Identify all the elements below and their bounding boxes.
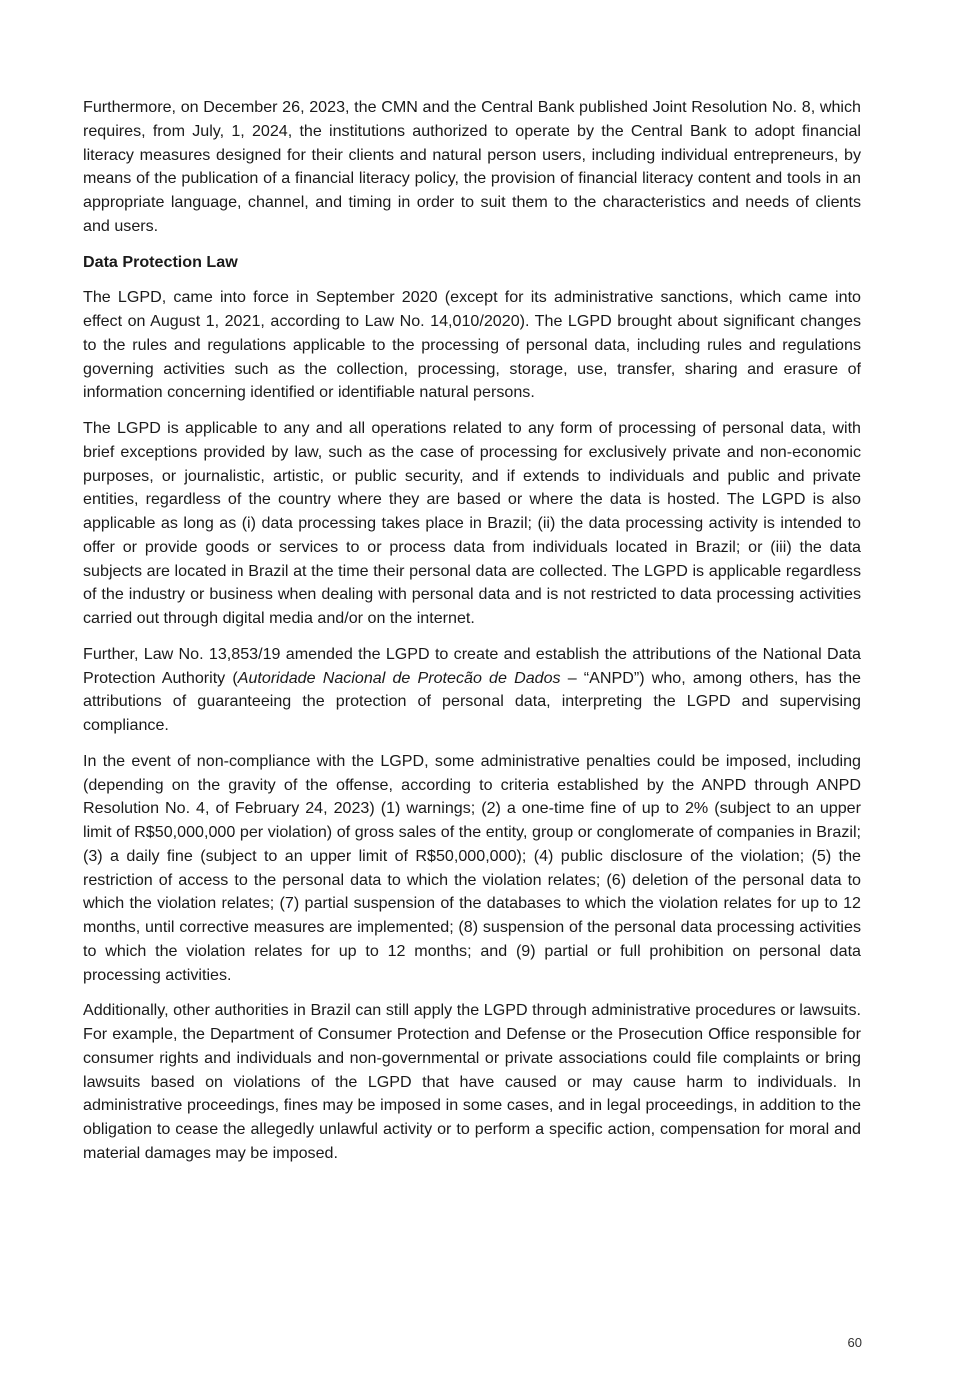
paragraph-anpd-text-start: Further, Law No. 13,853/19 amended the LGPD to create and establish the attributions of the National Data Protection Authority ( [83,644,861,687]
paragraph-lgpd-effective: The LGPD, came into force in September 2020 (except for its administrative sanctions, which came into effect on August 1, 2021, according to Law No. 14,010/2020). The LGPD brought about significant changes to the rules and regulations applicable to the processing of personal data, including rules and regulations governing activities such as the collection, processing, storage, use, transfer, sharing and erasure of information concerning identified or identifiable natural persons. [83,288,861,402]
paragraph-anpd-italic-name: Autoridade Nacional de Protecão de Dados [237,668,561,687]
paragraph-penalties: In the event of non-compliance with the LGPD, some administrative penalties could be imposed, including (depending on the gravity of the offense, according to criteria established by the ANPD through ANPD Resolution No. 4, of February 24, 2023) (1) warnings; (2) a one-time fine of up to 2% (subject to an upper limit of R$50,000,000 per violation) of gross sales of the entity, group or conglomerate of companies in Brazil; (3) a daily fine (subject to an upper limit of R$50,000,000); (4) public disclosure of the violation; (5) the restriction of access to the personal data to which the violation relates; (6) deletion of the personal data to which the violation relates; (7) partial suspension of the databases to which the violation relates for up to 12 months, until corrective measures are implemented; (8) suspension of the personal data processing activities to which the violation relates for up to 12 months; and (9) partial or full prohibition on personal data processing activities. [83,751,861,984]
paragraph-joint-resolution: Furthermore, on December 26, 2023, the CMN and the Central Bank published Joint Resolution No. 8, which requires, from July, 1, 2024, the institutions authorized to operate by the Central Bank to adopt financial literacy measures designed for their clients and natural person users, including individual entrepreneurs, by means of the publication of a financial literacy policy, the provision of financial literacy content and tools in an appropriate language, channel, and timing in order to suit them to the characteristics and needs of clients and users. [83,98,861,235]
page-number: 60 [847,1335,862,1350]
paragraph-lgpd-applicability: The LGPD is applicable to any and all operations related to any form of processing of personal data, with brief exceptions provided by law, such as the case of processing for exclusively private and non-economic purposes, or journalistic, artistic, or public security, and if extends to individuals and public and private entities, regardless of the country where they are based or where the data is hosted. The LGPD is also applicable as long as (i) data processing takes place in Brazil; (ii) the data processing activity is intended to offer or provide goods or services to or process data from individuals located in Brazil; or (iii) the data subjects are located in Brazil at the time their personal data are collected. The LGPD is applicable regardless of the industry or business when dealing with personal data and is not restricted to data processing activities carried out through digital media and/or on the internet. [83,419,861,627]
section-heading-data-protection-law: Data Protection Law [83,252,238,271]
paragraph-anpd-text-end: – “ANPD”) who, among others, has the attributions of guaranteeing the protection of personal data, interpreting the LGPD and supervising compliance. [83,668,861,734]
paragraph-anpd [83,643,861,738]
paragraph-other-authorities: Additionally, other authorities in Brazil can still apply the LGPD through administrative procedures or lawsuits. For example, the Department of Consumer Protection and Defense or the Prosecution Office responsible for consumer rights and individuals and non-governmental or private associations could file complaints or bring lawsuits based on violations of the LGPD that have caused or may cause harm to individuals. In administrative proceedings, fines may be imposed in some cases, and in legal proceedings, in addition to the obligation to cease the allegedly unlawful activity or to perform a specific action, compensation for moral and material damages may be imposed. [83,1001,861,1162]
document-page [83,96,861,1178]
